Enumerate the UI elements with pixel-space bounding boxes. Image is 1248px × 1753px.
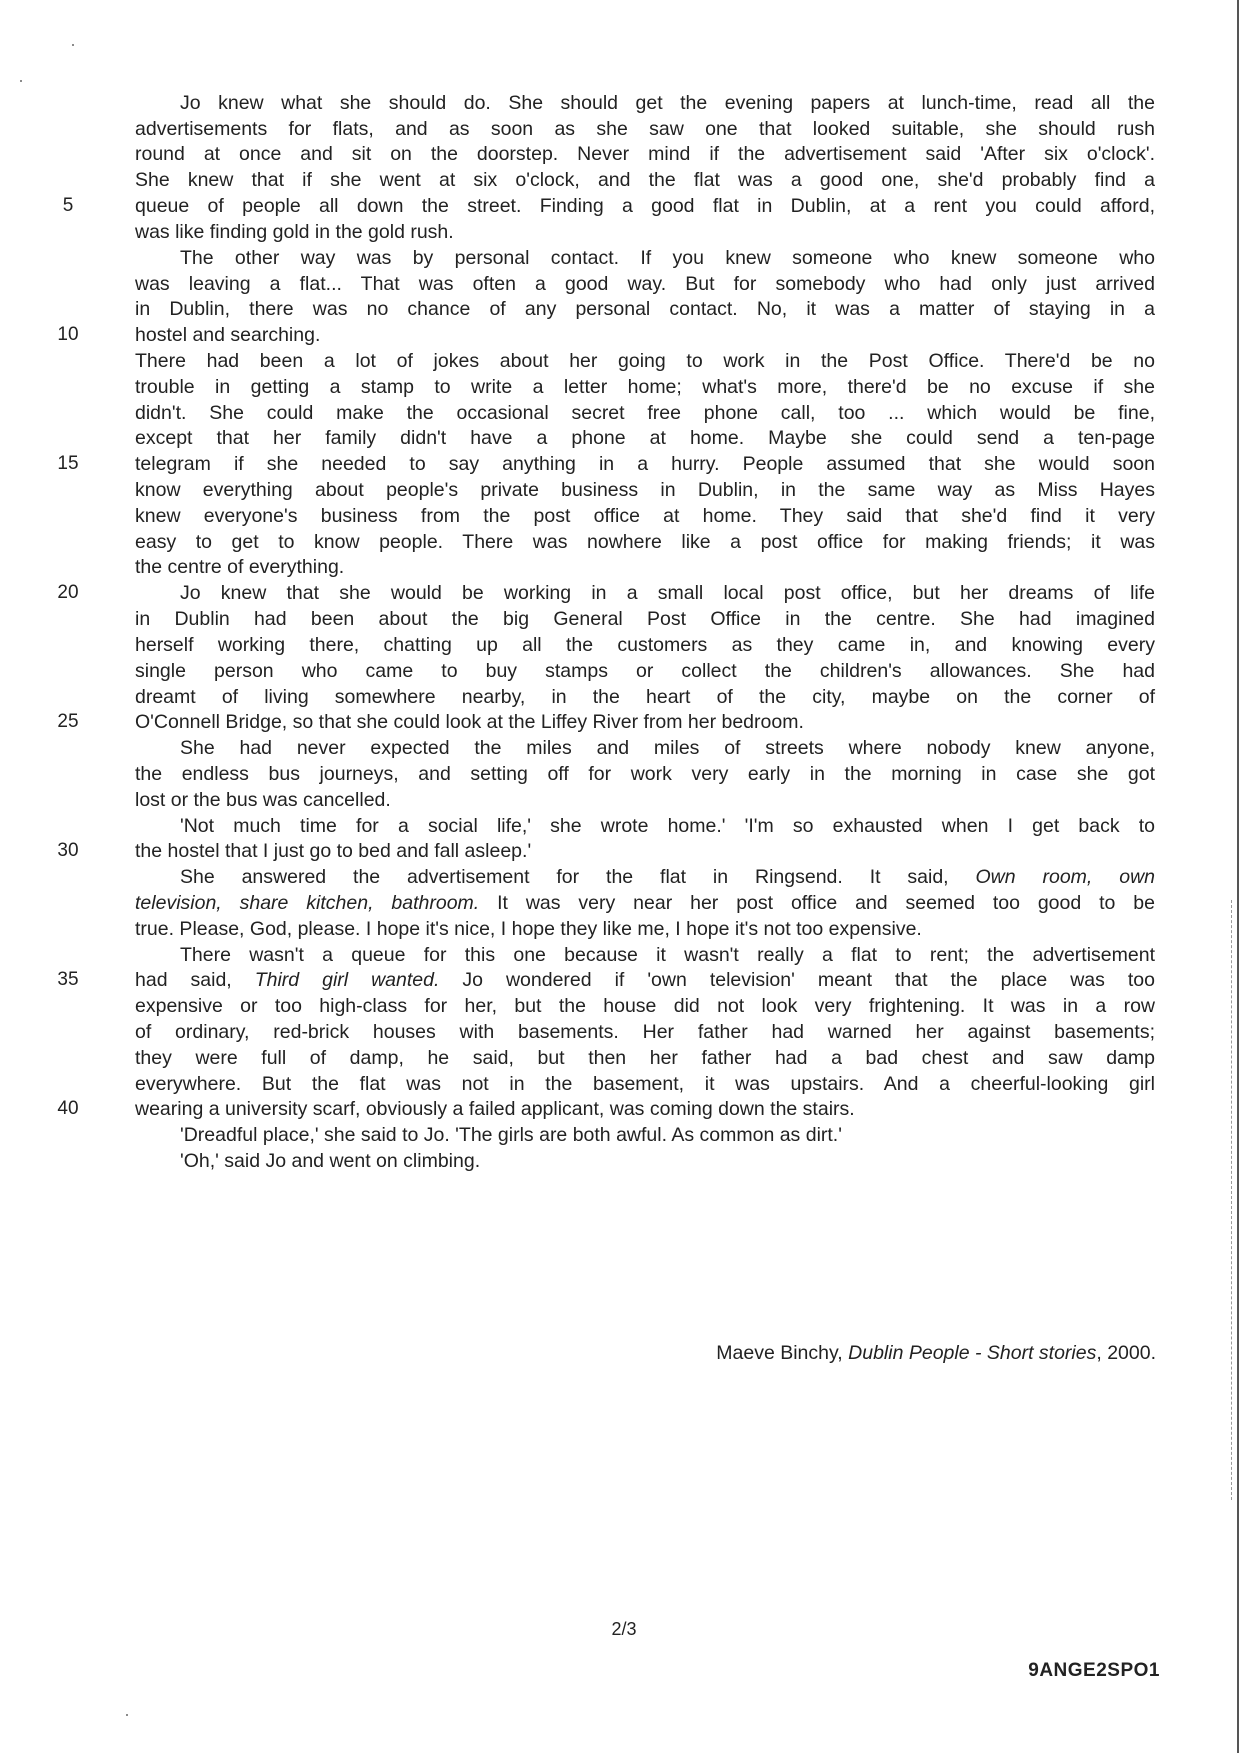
text-line: the centre of everything. bbox=[135, 556, 345, 578]
text-line: expensive or too high-class for her, but the house did not look very frightening. It was in a row bbox=[135, 995, 1155, 1017]
text-line: the hostel that I just go to bed and fall asleep.' bbox=[135, 840, 532, 862]
text-line: There had been a lot of jokes about her going to work in the Post Office. There'd be no bbox=[135, 350, 1155, 372]
text-line: trouble in getting a stamp to write a letter home; what's more, there'd be no excuse if she bbox=[135, 376, 1155, 398]
line-number: 10 bbox=[57, 324, 79, 345]
text-line: know everything about people's private business in Dublin, in the same way as Miss Hayes bbox=[135, 479, 1155, 501]
text-line: telegram if she needed to say anything in a hurry. People assumed that she would soon bbox=[135, 453, 1155, 475]
text-line: in Dublin, there was no chance of any personal contact. No, it was a matter of staying in a bbox=[135, 298, 1155, 320]
italic-quote: Third girl wanted. bbox=[254, 969, 440, 991]
text-line: 'Not much time for a social life,' she wrote home.' 'I'm so exhausted when I get back to bbox=[180, 815, 1155, 837]
scan-speck bbox=[126, 1714, 128, 1716]
source-author: Maeve Binchy, bbox=[716, 1342, 849, 1364]
text-line: true. Please, God, please. I hope it's nice, I hope they like me, I hope it's not too expensive. bbox=[135, 918, 922, 940]
text-line: O'Connell Bridge, so that she could look at the Liffey River from her bedroom. bbox=[135, 711, 804, 733]
line-number: 30 bbox=[57, 840, 79, 861]
text-line: round at once and sit on the doorstep. Never mind if the advertisement said 'After six o'clock'. bbox=[135, 143, 1155, 165]
text-line: wearing a university scarf, obviously a failed applicant, was coming down the stairs. bbox=[135, 1098, 855, 1120]
scan-speck bbox=[72, 44, 74, 46]
text-line: There wasn't a queue for this one because it wasn't really a flat to rent; the advertisement bbox=[180, 944, 1155, 966]
text-line: everywhere. But the flat was not in the basement, it was upstairs. And a cheerful-looking girl bbox=[135, 1073, 1155, 1095]
text-line bbox=[180, 865, 1155, 889]
scan-edge bbox=[1237, 0, 1239, 1753]
text-span: It was very near her post office and seemed too good to be bbox=[479, 892, 1155, 914]
text-span: had said, bbox=[135, 969, 255, 991]
scan-edge-dashed bbox=[1231, 900, 1233, 1500]
text-line: knew everyone's business from the post office at home. They said that she'd find it very bbox=[135, 505, 1155, 527]
text-line: 'Oh,' said Jo and went on climbing. bbox=[180, 1150, 481, 1172]
text-line: didn't. She could make the occasional secret free phone call, too ... which would be fine, bbox=[135, 402, 1155, 424]
source-title: Dublin People - Short stories bbox=[848, 1342, 1097, 1364]
source-citation bbox=[716, 1341, 1156, 1365]
text-line: in Dublin had been about the big General Post Office in the centre. She had imagined bbox=[135, 608, 1155, 630]
text-line: was leaving a flat... That was often a good way. But for somebody who had only just arrived bbox=[135, 273, 1155, 295]
text-line: hostel and searching. bbox=[135, 324, 321, 346]
italic-quote: television, share kitchen, bathroom. bbox=[135, 892, 480, 914]
text-span: She answered the advertisement for the flat in Ringsend. It said, bbox=[180, 866, 976, 888]
text-line: was like finding gold in the gold rush. bbox=[135, 221, 454, 243]
source-year: , 2000. bbox=[1096, 1342, 1156, 1364]
text-line: lost or the bus was cancelled. bbox=[135, 789, 391, 811]
line-number: 40 bbox=[57, 1098, 79, 1119]
text-line: dreamt of living somewhere nearby, in the heart of the city, maybe on the corner of bbox=[135, 686, 1155, 708]
text-line: easy to get to know people. There was nowhere like a post office for making friends; it was bbox=[135, 531, 1155, 553]
text-line: single person who came to buy stamps or collect the children's allowances. She had bbox=[135, 660, 1155, 682]
text-line: except that her family didn't have a phone at home. Maybe she could send a ten-page bbox=[135, 427, 1155, 449]
text-line: queue of people all down the street. Finding a good flat in Dublin, at a rent you could afford, bbox=[135, 195, 1155, 217]
page-number: 2/3 bbox=[611, 1619, 637, 1639]
line-number: 20 bbox=[57, 582, 79, 603]
exam-code: 9ANGE2SPO1 bbox=[1028, 1660, 1160, 1681]
text-line: She knew that if she went at six o'clock, and the flat was a good one, she'd probably find a bbox=[135, 169, 1155, 191]
italic-quote: Own room, own bbox=[975, 866, 1155, 888]
text-line: Jo knew that she would be working in a small local post office, but her dreams of life bbox=[180, 582, 1155, 604]
text-line: of ordinary, red-brick houses with basements. Her father had warned her against basements; bbox=[135, 1021, 1155, 1043]
text-line: the endless bus journeys, and setting off for work very early in the morning in case she got bbox=[135, 763, 1155, 785]
line-number: 25 bbox=[57, 711, 79, 732]
text-line: 'Dreadful place,' she said to Jo. 'The girls are both awful. As common as dirt.' bbox=[180, 1124, 842, 1146]
text-span: Jo wondered if 'own television' meant that the place was too bbox=[439, 969, 1155, 991]
line-number: 35 bbox=[57, 969, 79, 990]
line-number: 15 bbox=[57, 453, 79, 474]
text-line bbox=[135, 968, 1155, 992]
text-line: advertisements for flats, and as soon as she saw one that looked suitable, she should rush bbox=[135, 118, 1155, 140]
line-number: 5 bbox=[62, 195, 74, 216]
text-line bbox=[135, 891, 1155, 915]
text-line: they were full of damp, he said, but then her father had a bad chest and saw damp bbox=[135, 1047, 1155, 1069]
text-line: The other way was by personal contact. If you knew someone who knew someone who bbox=[180, 247, 1155, 269]
scan-speck bbox=[20, 80, 22, 82]
text-line: She had never expected the miles and miles of streets where nobody knew anyone, bbox=[180, 737, 1155, 759]
text-line: Jo knew what she should do. She should get the evening papers at lunch-time, read all the bbox=[180, 92, 1155, 114]
text-line: herself working there, chatting up all the customers as they came in, and knowing every bbox=[135, 634, 1155, 656]
